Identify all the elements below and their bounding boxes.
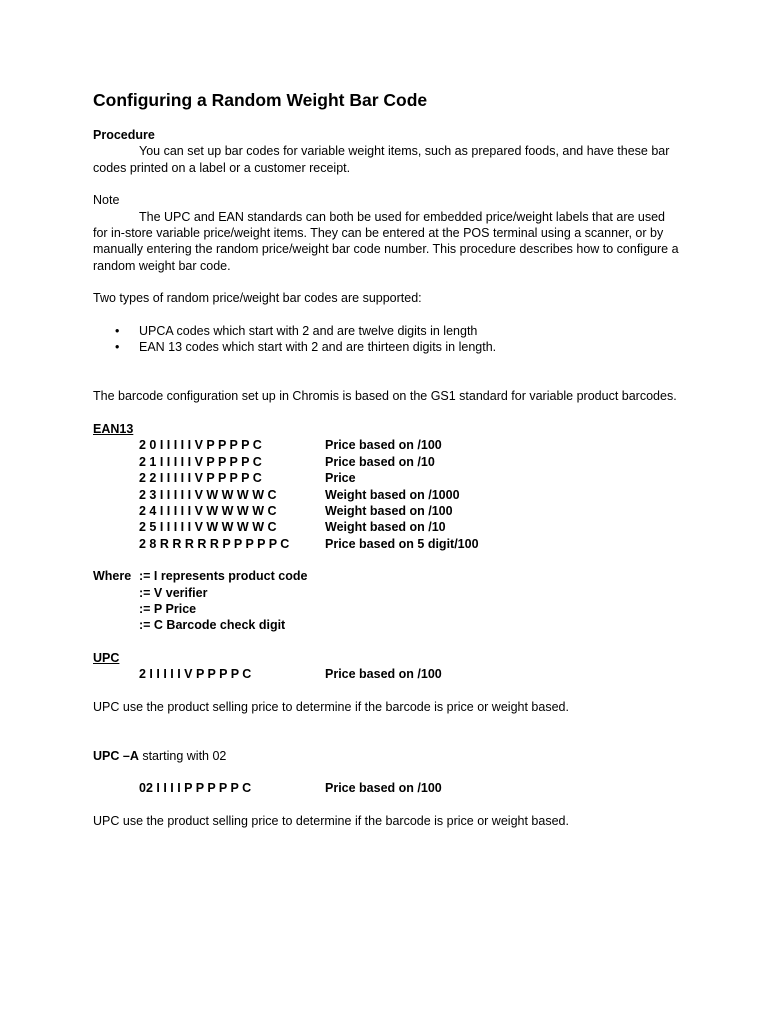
legend-row bbox=[93, 617, 683, 633]
barcode-description: Price based on 5 digit/100 bbox=[325, 536, 479, 551]
barcode-description: Price based on /100 bbox=[325, 781, 442, 796]
types-intro: Two types of random price/weight bar codes are supported: bbox=[93, 291, 422, 306]
upc-note: UPC use the product selling price to determine if the barcode is price or weight based. bbox=[93, 699, 569, 714]
barcode-pattern: 2 I I I I I V P P P P C bbox=[139, 667, 252, 682]
barcode-pattern: 2 1 I I I I I V P P P P C bbox=[139, 454, 262, 469]
barcode-row bbox=[93, 487, 683, 503]
note-section bbox=[93, 192, 683, 274]
barcode-description: Weight based on /10 bbox=[325, 520, 446, 535]
upc-section bbox=[93, 650, 683, 715]
list-item bbox=[93, 323, 683, 339]
barcode-description: Price based on /100 bbox=[325, 667, 442, 682]
document-page bbox=[93, 89, 683, 829]
upca-note: UPC use the product selling price to determine if the barcode is price or weight based. bbox=[93, 813, 569, 828]
list-item-text: EAN 13 codes which start with 2 and are thirteen digits in length. bbox=[139, 340, 497, 355]
legend-item: := P Price bbox=[139, 601, 197, 616]
barcode-row bbox=[93, 437, 683, 453]
barcode-pattern: 02 I I I I P P P P P C bbox=[139, 781, 252, 796]
barcode-description: Price bbox=[325, 471, 356, 486]
page-title: Configuring a Random Weight Bar Code bbox=[93, 90, 428, 110]
ean13-section bbox=[93, 421, 683, 552]
legend-item: := I represents product code bbox=[139, 569, 308, 584]
upc-heading: UPC bbox=[93, 650, 120, 665]
config-text: The barcode configuration set up in Chromis is based on the GS1 standard for variable product barcodes. bbox=[93, 389, 677, 404]
barcode-pattern: 2 5 I I I I I V W W W W C bbox=[139, 520, 277, 535]
types-list bbox=[93, 323, 683, 356]
procedure-heading: Procedure bbox=[93, 128, 155, 142]
barcode-row bbox=[93, 470, 683, 486]
legend-row bbox=[93, 601, 683, 617]
barcode-pattern: 2 8 R R R R R P P P P P C bbox=[139, 536, 290, 551]
upca-heading-bold: UPC –A bbox=[93, 748, 139, 763]
where-legend bbox=[93, 568, 683, 634]
barcode-row bbox=[93, 666, 683, 682]
upca-heading-rest: starting with 02 bbox=[138, 748, 227, 763]
barcode-row bbox=[93, 780, 683, 796]
procedure-section bbox=[93, 127, 683, 176]
barcode-row bbox=[93, 454, 683, 470]
legend-item: := C Barcode check digit bbox=[139, 618, 286, 633]
barcode-pattern: 2 3 I I I I I V W W W W C bbox=[139, 487, 277, 502]
bullet-icon: • bbox=[115, 340, 120, 355]
legend-item: := V verifier bbox=[139, 585, 208, 600]
barcode-description: Weight based on /100 bbox=[325, 503, 453, 518]
where-label: Where bbox=[93, 569, 132, 584]
legend-row bbox=[93, 568, 683, 584]
note-text: The UPC and EAN standards can both be used for embedded price/weight labels that are used for in-store variable price/weight items. They can be entered at the POS terminal using a scanner, or by manually entering the random price/weight bar code number. This procedure describes how to configure a random weight bar code. bbox=[93, 209, 679, 273]
upca-heading bbox=[93, 748, 683, 764]
barcode-pattern: 2 0 I I I I I V P P P P C bbox=[139, 438, 262, 453]
barcode-row bbox=[93, 536, 683, 552]
barcode-row bbox=[93, 519, 683, 535]
barcode-pattern: 2 4 I I I I I V W W W W C bbox=[139, 503, 277, 518]
upca-section bbox=[93, 748, 683, 829]
list-item-text: UPCA codes which start with 2 and are twelve digits in length bbox=[139, 323, 478, 338]
legend-row bbox=[93, 585, 683, 601]
barcode-description: Price based on /10 bbox=[325, 454, 435, 469]
list-item bbox=[93, 339, 683, 355]
bullet-icon: • bbox=[115, 323, 120, 338]
barcode-description: Price based on /100 bbox=[325, 438, 442, 453]
ean13-heading: EAN13 bbox=[93, 421, 134, 436]
note-heading: Note bbox=[93, 193, 120, 208]
barcode-row bbox=[93, 503, 683, 519]
barcode-pattern: 2 2 I I I I I V P P P P C bbox=[139, 471, 262, 486]
barcode-description: Weight based on /1000 bbox=[325, 487, 460, 502]
procedure-text: You can set up bar codes for variable weight items, such as prepared foods, and have these bar codes printed on a label or a customer receipt. bbox=[93, 144, 670, 175]
